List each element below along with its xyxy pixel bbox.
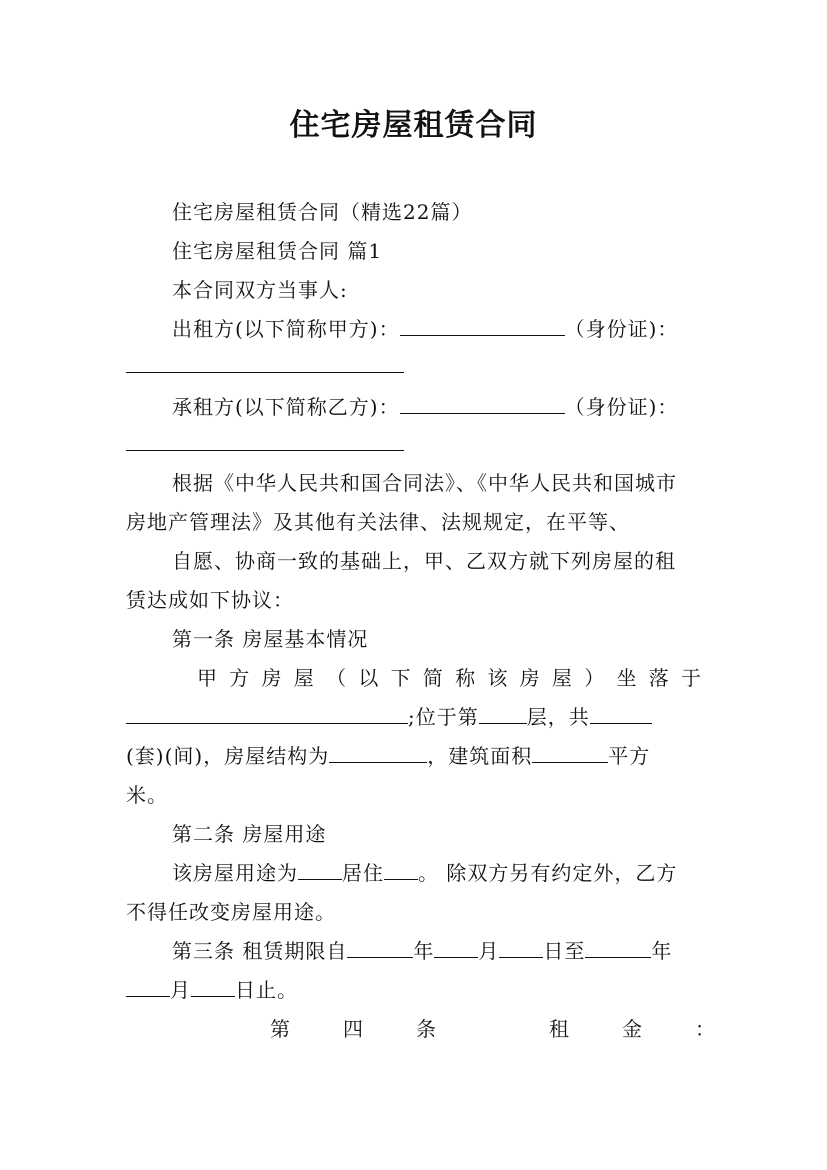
floor-blank[interactable] [479, 703, 527, 724]
spread-char: 称 [455, 666, 477, 690]
lessor-name-blank[interactable] [400, 315, 565, 336]
end-year-blank[interactable] [585, 937, 651, 958]
lessor-id-line [126, 352, 701, 380]
section-heading: 住宅房屋租赁合同 篇1 [172, 239, 383, 263]
article-2-heading: 第二条 房屋用途 [172, 822, 327, 846]
spread-char: ： [695, 1017, 716, 1041]
lessee-name-blank[interactable] [400, 393, 565, 414]
lessor-label: 出租方(以下简称甲方)： [172, 317, 400, 341]
spread-char: 屋 [293, 666, 315, 690]
article-2-usage-cont: 不得任改变房屋用途。 [126, 900, 336, 924]
spread-char: 房 [519, 666, 541, 690]
spread-char: 租 [549, 1017, 570, 1041]
spread-char: 房 [261, 666, 283, 690]
lessee-label: 承租方(以下简称乙方)： [172, 395, 400, 419]
end-month-blank[interactable] [126, 976, 170, 997]
spread-char: 屋 [551, 666, 573, 690]
structure-label: (套)(间)，房屋结构为 [126, 744, 330, 768]
floor-label: ;位于第 [408, 705, 479, 729]
parties-intro: 本合同双方当事人: [172, 278, 348, 302]
area-label: ，建筑面积 [427, 744, 533, 768]
article-3-term-cont [126, 976, 701, 1004]
start-day-blank[interactable] [499, 937, 543, 958]
total-floors-label: 层，共 [526, 705, 590, 729]
area-unit: 平方 [608, 744, 651, 768]
total-floors-blank[interactable] [590, 703, 652, 724]
spread-char: 金 [622, 1017, 643, 1041]
area-unit-cont: 米。 [126, 783, 168, 807]
article-1-heading: 第一条 房屋基本情况 [172, 627, 369, 651]
spread-char: 以 [358, 666, 380, 690]
subtitle-line: 住宅房屋租赁合同（精选22篇） [172, 200, 473, 224]
end-label: 日止。 [235, 978, 298, 1002]
paragraph-line: 根据《中华人民共和国合同法》、《中华人民共和国城市 [172, 471, 677, 495]
spread-char: ） [584, 666, 606, 690]
usage-blank-right[interactable] [384, 859, 418, 880]
spread-char: 甲 [197, 666, 218, 690]
article-1-address-line [126, 703, 701, 731]
month-label: 月 [170, 978, 191, 1002]
year-label: 年 [413, 939, 435, 963]
area-blank[interactable] [532, 742, 608, 763]
article-3-term-line [172, 937, 702, 965]
spread-char: 该 [487, 666, 509, 690]
start-month-blank[interactable] [434, 937, 478, 958]
spread-char: 坐 [616, 666, 638, 690]
spread-char: 第 [270, 1017, 291, 1041]
spread-char: 于 [680, 666, 702, 690]
article-4-heading [270, 1015, 716, 1043]
paragraph-line: 自愿、协商一致的基础上，甲、乙双方就下列房屋的租 [172, 549, 676, 573]
address-blank[interactable] [126, 703, 408, 724]
lessee-line [172, 393, 702, 421]
lessor-line [172, 315, 702, 343]
usage-label: 该房屋用途为 [172, 861, 298, 885]
paragraph-line: 赁达成如下协议： [126, 588, 294, 612]
article-1-location-line [197, 664, 702, 692]
usage-blank-left[interactable] [298, 859, 342, 880]
year-label: 年 [651, 939, 673, 963]
lessee-id-line [126, 430, 701, 458]
article-2-usage-line [172, 859, 702, 887]
term-label: 第三条 租赁期限自 [172, 939, 348, 963]
paragraph-line: 房地产管理法》及其他有关法律、法规规定，在平等、 [126, 510, 630, 534]
month-label: 月 [478, 939, 500, 963]
end-day-blank[interactable] [191, 976, 235, 997]
lessee-id-label: （身份证)： [564, 395, 679, 419]
spread-char: （ [326, 666, 348, 690]
lessor-id-blank[interactable] [126, 352, 404, 373]
spread-char: 简 [422, 666, 444, 690]
spread-char: 四 [343, 1017, 364, 1041]
lessor-id-label: （身份证)： [564, 317, 679, 341]
structure-blank[interactable] [329, 742, 427, 763]
spread-char: 条 [416, 1017, 437, 1041]
usage-clause: 。 除双方另有约定外，乙方 [418, 861, 678, 885]
day-to-label: 日至 [543, 939, 586, 963]
document-title: 住宅房屋租赁合同 [289, 108, 538, 143]
start-year-blank[interactable] [347, 937, 413, 958]
spread-char: 落 [648, 666, 670, 690]
spread-char: 下 [390, 666, 412, 690]
usage-value: 居住 [342, 861, 384, 885]
article-1-structure-line [126, 742, 701, 770]
lessee-id-blank[interactable] [126, 430, 404, 451]
spread-char: 方 [229, 666, 251, 690]
